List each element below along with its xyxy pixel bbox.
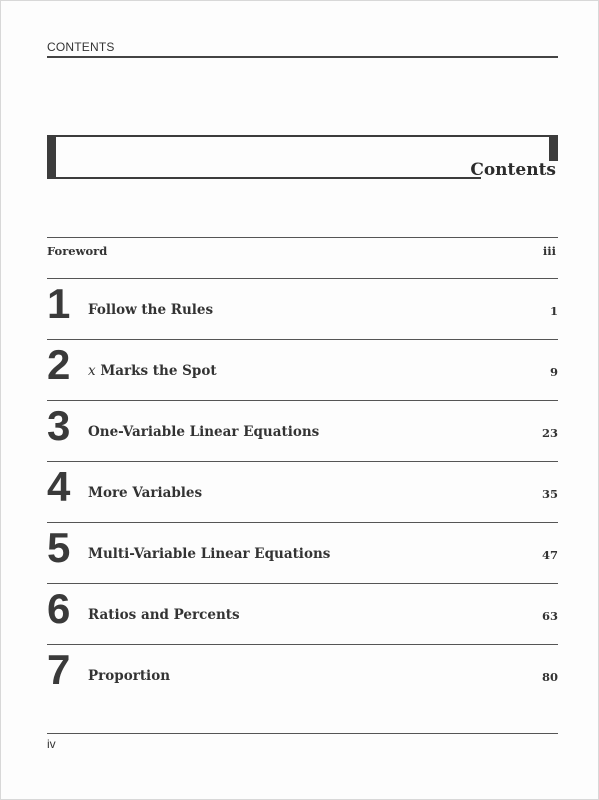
toc-entry-chapter-6[interactable]: [47, 584, 558, 645]
chapter-title-variable: x: [88, 363, 96, 379]
chapter-title: One-Variable Linear Equations: [88, 424, 320, 440]
banner-top-rule: [47, 135, 558, 137]
toc-entry-chapter-7[interactable]: [47, 645, 558, 706]
chapter-title-text: Marks the Spot: [100, 363, 217, 379]
chapter-title: Follow the Rules: [88, 302, 214, 318]
foreword-label[interactable]: Foreword: [47, 244, 108, 258]
chapter-number: 2: [47, 341, 71, 388]
chapter-page-number: 35: [541, 487, 558, 501]
chapter-number: 6: [47, 585, 71, 632]
row-divider: [47, 237, 558, 238]
chapter-number: 7: [47, 646, 71, 693]
chapter-title: Ratios and Percents: [88, 607, 240, 623]
banner-right-bar: [549, 137, 558, 161]
toc-entry-chapter-3[interactable]: [47, 401, 558, 462]
toc-entry-chapter-1[interactable]: [47, 279, 558, 340]
banner-left-bar: [47, 137, 56, 179]
contents-title: Contents: [470, 160, 556, 180]
footer-rule: [47, 733, 558, 734]
banner-bottom-rule: [47, 177, 481, 179]
running-head: CONTENTS: [47, 40, 115, 54]
foreword-page-number: iii: [542, 244, 556, 258]
chapter-page-number: 80: [541, 670, 558, 684]
chapter-title: Proportion: [88, 668, 171, 684]
chapter-page-number: 63: [541, 609, 558, 623]
chapter-page-number: 9: [549, 365, 558, 379]
chapter-page-number: 23: [541, 426, 558, 440]
chapter-title: More Variables: [88, 485, 203, 501]
toc-entry-chapter-4[interactable]: [47, 462, 558, 523]
chapter-number: 1: [47, 280, 71, 327]
chapter-number: 3: [47, 402, 71, 449]
chapter-title: Multi-Variable Linear Equations: [88, 546, 331, 562]
toc-entry-chapter-2[interactable]: [47, 340, 558, 401]
chapter-page-number: 1: [549, 304, 558, 318]
chapter-page-number: 47: [541, 548, 558, 562]
header-rule: [47, 56, 558, 58]
toc-entry-chapter-5[interactable]: [47, 523, 558, 584]
page-folio: iv: [47, 737, 56, 751]
chapter-title: [88, 363, 217, 379]
chapter-number: 4: [47, 463, 71, 510]
chapter-number: 5: [47, 524, 71, 571]
